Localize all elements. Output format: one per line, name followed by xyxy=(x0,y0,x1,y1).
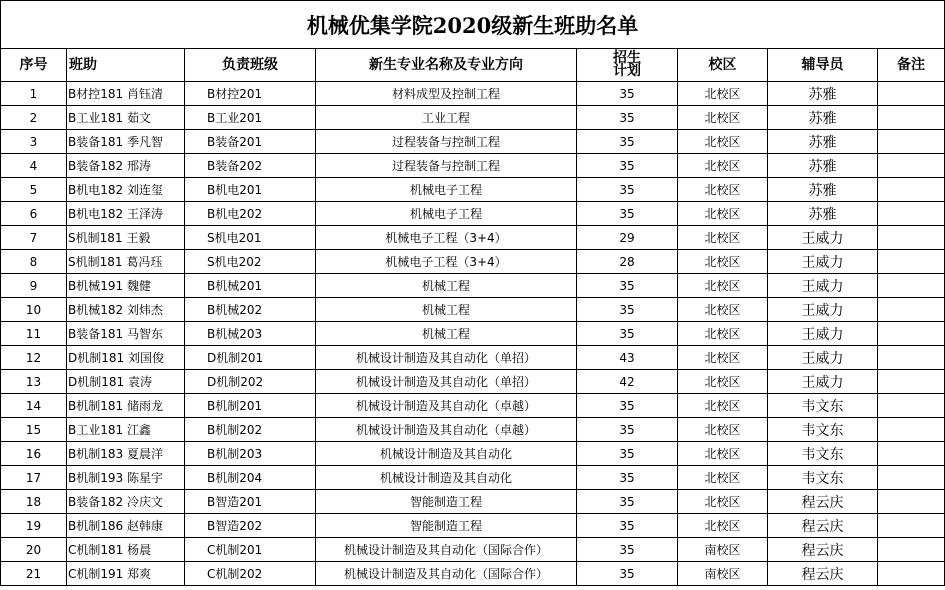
cell-banzhu: B装备181 季凡智 xyxy=(67,130,185,154)
table-row xyxy=(1,178,945,202)
header-plan-line1: 招生 xyxy=(613,50,641,66)
table-row xyxy=(1,322,945,346)
table-row xyxy=(1,514,945,538)
cell-plan: 35 xyxy=(577,538,678,562)
cell-campus: 北校区 xyxy=(678,154,768,178)
table-row xyxy=(1,202,945,226)
cell-campus: 南校区 xyxy=(678,562,768,586)
cell-plan: 35 xyxy=(577,130,678,154)
cell-campus: 南校区 xyxy=(678,538,768,562)
table-row xyxy=(1,82,945,106)
cell-campus: 北校区 xyxy=(678,226,768,250)
cell-index: 4 xyxy=(1,154,67,178)
table-row xyxy=(1,394,945,418)
cell-major: 机械电子工程 xyxy=(316,178,577,202)
cell-fuze: B智造202 xyxy=(185,514,316,538)
cell-campus: 北校区 xyxy=(678,394,768,418)
cell-fuze: S机电201 xyxy=(185,226,316,250)
header-row xyxy=(1,49,945,82)
cell-plan: 35 xyxy=(577,394,678,418)
table-row xyxy=(1,490,945,514)
cell-note xyxy=(878,442,945,466)
cell-index: 9 xyxy=(1,274,67,298)
cell-major: 过程装备与控制工程 xyxy=(316,154,577,178)
cell-major: 材料成型及控制工程 xyxy=(316,82,577,106)
cell-banzhu: S机制181 葛冯珏 xyxy=(67,250,185,274)
cell-fuze: B机制201 xyxy=(185,394,316,418)
cell-counselor: 程云庆 xyxy=(768,514,878,538)
cell-note xyxy=(878,130,945,154)
cell-note xyxy=(878,106,945,130)
cell-fuze: B机电201 xyxy=(185,178,316,202)
cell-plan: 35 xyxy=(577,154,678,178)
cell-fuze: B装备202 xyxy=(185,154,316,178)
cell-major: 机械设计制造及其自动化（单招） xyxy=(316,346,577,370)
cell-index: 5 xyxy=(1,178,67,202)
cell-note xyxy=(878,202,945,226)
cell-note xyxy=(878,298,945,322)
cell-banzhu: D机制181 刘国俊 xyxy=(67,346,185,370)
cell-index: 6 xyxy=(1,202,67,226)
cell-plan: 35 xyxy=(577,274,678,298)
cell-plan: 35 xyxy=(577,514,678,538)
cell-fuze: B装备201 xyxy=(185,130,316,154)
cell-counselor: 苏雅 xyxy=(768,154,878,178)
cell-fuze: B智造201 xyxy=(185,490,316,514)
cell-major: 机械设计制造及其自动化 xyxy=(316,442,577,466)
cell-banzhu: B工业181 茹文 xyxy=(67,106,185,130)
cell-index: 16 xyxy=(1,442,67,466)
cell-note xyxy=(878,418,945,442)
cell-major: 过程装备与控制工程 xyxy=(316,130,577,154)
cell-plan: 42 xyxy=(577,370,678,394)
cell-fuze: B机械201 xyxy=(185,274,316,298)
cell-major: 机械电子工程（3+4） xyxy=(316,226,577,250)
header-plan-line2: 计划 xyxy=(613,63,641,79)
cell-campus: 北校区 xyxy=(678,178,768,202)
cell-index: 14 xyxy=(1,394,67,418)
cell-campus: 北校区 xyxy=(678,322,768,346)
table-row xyxy=(1,106,945,130)
cell-plan: 43 xyxy=(577,346,678,370)
cell-counselor: 王威力 xyxy=(768,226,878,250)
cell-major: 智能制造工程 xyxy=(316,514,577,538)
cell-index: 2 xyxy=(1,106,67,130)
header-index: 序号 xyxy=(1,49,67,82)
cell-major: 机械设计制造及其自动化（卓越） xyxy=(316,418,577,442)
cell-index: 13 xyxy=(1,370,67,394)
cell-counselor: 苏雅 xyxy=(768,178,878,202)
cell-plan: 35 xyxy=(577,418,678,442)
cell-plan: 35 xyxy=(577,490,678,514)
cell-campus: 北校区 xyxy=(678,250,768,274)
cell-fuze: B机制202 xyxy=(185,418,316,442)
cell-note xyxy=(878,274,945,298)
cell-banzhu: B机电182 王泽涛 xyxy=(67,202,185,226)
cell-major: 机械设计制造及其自动化（卓越） xyxy=(316,394,577,418)
table-row xyxy=(1,226,945,250)
cell-major: 工业工程 xyxy=(316,106,577,130)
cell-plan: 35 xyxy=(577,202,678,226)
header-major: 新生专业名称及专业方向 xyxy=(316,49,577,82)
cell-fuze: D机制201 xyxy=(185,346,316,370)
cell-counselor: 韦文东 xyxy=(768,466,878,490)
cell-plan: 35 xyxy=(577,442,678,466)
cell-banzhu: B装备181 马智东 xyxy=(67,322,185,346)
cell-banzhu: B机制183 夏晨洋 xyxy=(67,442,185,466)
cell-major: 机械工程 xyxy=(316,322,577,346)
cell-fuze: D机制202 xyxy=(185,370,316,394)
cell-major: 机械设计制造及其自动化（国际合作） xyxy=(316,562,577,586)
cell-major: 机械电子工程 xyxy=(316,202,577,226)
cell-fuze: B机制204 xyxy=(185,466,316,490)
cell-counselor: 程云庆 xyxy=(768,562,878,586)
cell-index: 8 xyxy=(1,250,67,274)
cell-banzhu: B机制181 储雨龙 xyxy=(67,394,185,418)
cell-fuze: B机械202 xyxy=(185,298,316,322)
cell-note xyxy=(878,82,945,106)
cell-fuze: B工业201 xyxy=(185,106,316,130)
cell-counselor: 苏雅 xyxy=(768,106,878,130)
cell-index: 17 xyxy=(1,466,67,490)
table-row xyxy=(1,442,945,466)
cell-banzhu: B机制193 陈星宇 xyxy=(67,466,185,490)
cell-note xyxy=(878,226,945,250)
cell-banzhu: B工业181 江鑫 xyxy=(67,418,185,442)
cell-index: 15 xyxy=(1,418,67,442)
table-row xyxy=(1,370,945,394)
cell-counselor: 王威力 xyxy=(768,346,878,370)
cell-major: 机械设计制造及其自动化（单招） xyxy=(316,370,577,394)
cell-fuze: B机械203 xyxy=(185,322,316,346)
cell-note xyxy=(878,562,945,586)
cell-index: 11 xyxy=(1,322,67,346)
cell-fuze: B材控201 xyxy=(185,82,316,106)
cell-index: 18 xyxy=(1,490,67,514)
cell-counselor: 韦文东 xyxy=(768,442,878,466)
cell-note xyxy=(878,346,945,370)
cell-major: 机械设计制造及其自动化 xyxy=(316,466,577,490)
cell-campus: 北校区 xyxy=(678,514,768,538)
cell-campus: 北校区 xyxy=(678,202,768,226)
cell-note xyxy=(878,178,945,202)
cell-plan: 35 xyxy=(577,106,678,130)
header-counselor: 辅导员 xyxy=(768,49,878,82)
cell-campus: 北校区 xyxy=(678,442,768,466)
cell-note xyxy=(878,538,945,562)
cell-counselor: 苏雅 xyxy=(768,202,878,226)
cell-counselor: 程云庆 xyxy=(768,490,878,514)
cell-note xyxy=(878,490,945,514)
cell-counselor: 王威力 xyxy=(768,298,878,322)
cell-campus: 北校区 xyxy=(678,274,768,298)
cell-counselor: 王威力 xyxy=(768,322,878,346)
cell-plan: 35 xyxy=(577,562,678,586)
cell-major: 机械电子工程（3+4） xyxy=(316,250,577,274)
cell-fuze: B机制203 xyxy=(185,442,316,466)
header-banzhu: 班助 xyxy=(67,49,185,82)
cell-fuze: B机电202 xyxy=(185,202,316,226)
cell-plan: 28 xyxy=(577,250,678,274)
header-fuze: 负责班级 xyxy=(185,49,316,82)
cell-fuze: C机制202 xyxy=(185,562,316,586)
cell-note xyxy=(878,394,945,418)
cell-banzhu: B装备182 冷庆文 xyxy=(67,490,185,514)
cell-counselor: 韦文东 xyxy=(768,394,878,418)
cell-index: 10 xyxy=(1,298,67,322)
cell-index: 19 xyxy=(1,514,67,538)
cell-campus: 北校区 xyxy=(678,370,768,394)
cell-counselor: 苏雅 xyxy=(768,130,878,154)
cell-plan: 35 xyxy=(577,82,678,106)
cell-fuze: C机制201 xyxy=(185,538,316,562)
table-row xyxy=(1,418,945,442)
cell-campus: 北校区 xyxy=(678,490,768,514)
cell-index: 3 xyxy=(1,130,67,154)
cell-campus: 北校区 xyxy=(678,130,768,154)
header-campus: 校区 xyxy=(678,49,768,82)
cell-note xyxy=(878,250,945,274)
cell-counselor: 王威力 xyxy=(768,370,878,394)
header-note: 备注 xyxy=(878,49,945,82)
cell-banzhu: C机制181 杨晨 xyxy=(67,538,185,562)
cell-banzhu: B装备182 邢涛 xyxy=(67,154,185,178)
cell-index: 20 xyxy=(1,538,67,562)
cell-fuze: S机电202 xyxy=(185,250,316,274)
table-row xyxy=(1,538,945,562)
table-row xyxy=(1,130,945,154)
cell-plan: 35 xyxy=(577,178,678,202)
table-row xyxy=(1,250,945,274)
cell-counselor: 程云庆 xyxy=(768,538,878,562)
cell-note xyxy=(878,370,945,394)
cell-plan: 35 xyxy=(577,466,678,490)
cell-banzhu: B材控181 肖钰清 xyxy=(67,82,185,106)
cell-note xyxy=(878,154,945,178)
sheet-title: 机械优集学院2020级新生班助名单 xyxy=(1,1,945,49)
table-row xyxy=(1,466,945,490)
cell-campus: 北校区 xyxy=(678,82,768,106)
cell-index: 12 xyxy=(1,346,67,370)
title-row xyxy=(1,1,945,49)
cell-index: 21 xyxy=(1,562,67,586)
table-row xyxy=(1,562,945,586)
cell-campus: 北校区 xyxy=(678,106,768,130)
cell-banzhu: S机制181 王毅 xyxy=(67,226,185,250)
cell-plan: 29 xyxy=(577,226,678,250)
cell-plan: 35 xyxy=(577,322,678,346)
table-row xyxy=(1,298,945,322)
header-plan xyxy=(577,49,678,82)
cell-banzhu: B机械182 刘炜杰 xyxy=(67,298,185,322)
cell-campus: 北校区 xyxy=(678,346,768,370)
table-row xyxy=(1,274,945,298)
cell-campus: 北校区 xyxy=(678,418,768,442)
cell-campus: 北校区 xyxy=(678,466,768,490)
cell-banzhu: B机制186 赵韩康 xyxy=(67,514,185,538)
cell-major: 机械工程 xyxy=(316,298,577,322)
cell-major: 智能制造工程 xyxy=(316,490,577,514)
cell-banzhu: B机械191 魏健 xyxy=(67,274,185,298)
cell-counselor: 苏雅 xyxy=(768,82,878,106)
cell-banzhu: D机制181 袁涛 xyxy=(67,370,185,394)
cell-index: 7 xyxy=(1,226,67,250)
cell-note xyxy=(878,514,945,538)
cell-campus: 北校区 xyxy=(678,298,768,322)
cell-index: 1 xyxy=(1,82,67,106)
cell-counselor: 王威力 xyxy=(768,274,878,298)
table-row xyxy=(1,346,945,370)
cell-counselor: 王威力 xyxy=(768,250,878,274)
cell-plan: 35 xyxy=(577,298,678,322)
cell-banzhu: C机制191 郑爽 xyxy=(67,562,185,586)
cell-note xyxy=(878,466,945,490)
cell-counselor: 韦文东 xyxy=(768,418,878,442)
cell-major: 机械设计制造及其自动化（国际合作） xyxy=(316,538,577,562)
cell-banzhu: B机电182 刘连玺 xyxy=(67,178,185,202)
cell-note xyxy=(878,322,945,346)
cell-major: 机械工程 xyxy=(316,274,577,298)
table-row xyxy=(1,154,945,178)
